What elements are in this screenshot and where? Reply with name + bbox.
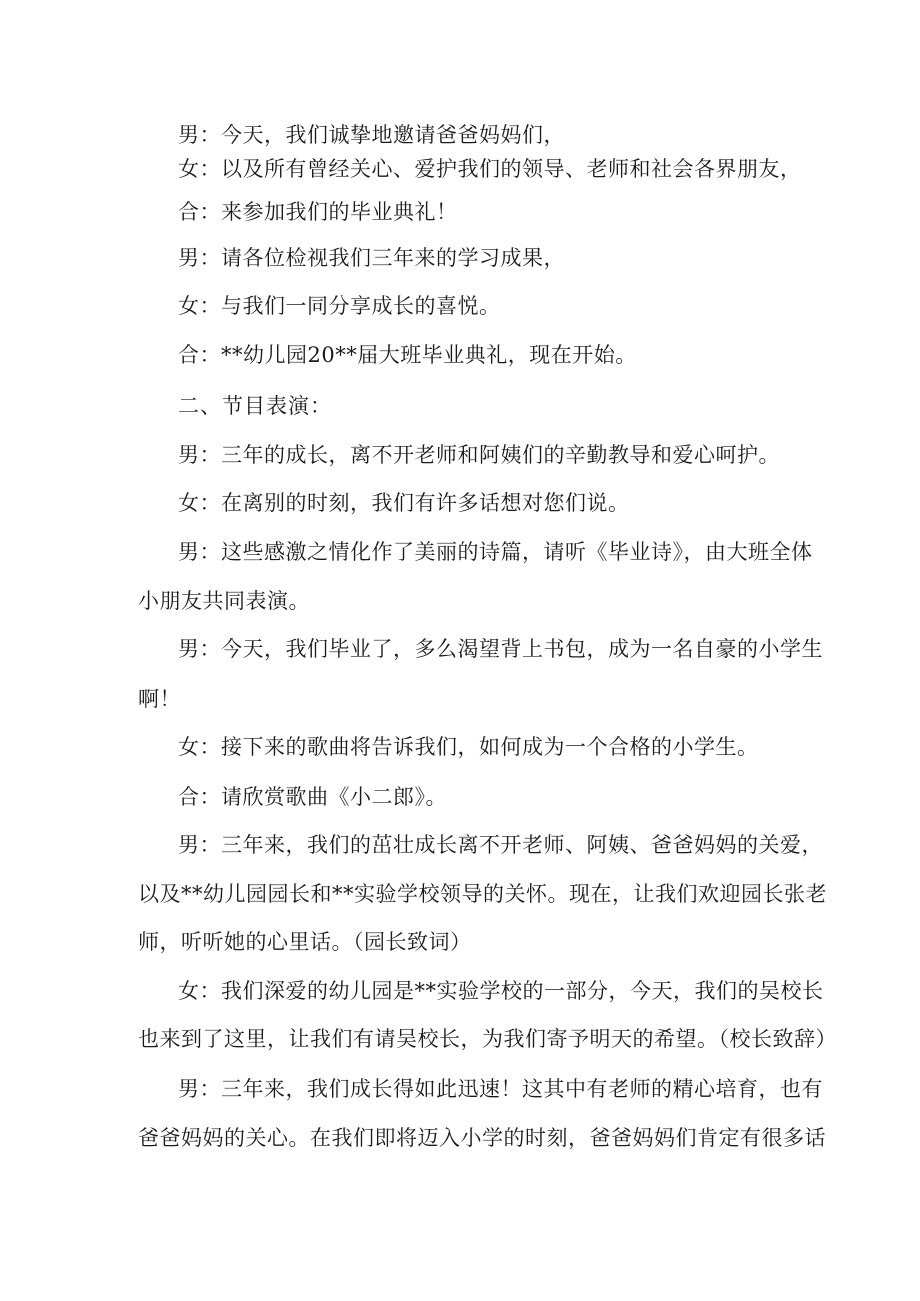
dialogue-line: 合：来参加我们的毕业典礼！ <box>178 200 458 224</box>
dialogue-line: 合：请欣赏歌曲《小二郎》。 <box>178 785 447 809</box>
dialogue-line: 女：以及所有曾经关心、爱护我们的领导、老师和社会各界朋友， <box>178 157 802 181</box>
dialogue-line-continuation: 小朋友共同表演。 <box>138 589 310 613</box>
dialogue-line-continuation: 爸爸妈妈的关心。在我们即将迈入小学的时刻，爸爸妈妈们肯定有很多话 <box>138 1126 826 1150</box>
dialogue-line: 合：**幼儿园20**届大班毕业典礼，现在开始。 <box>178 343 637 367</box>
dialogue-line: 男：请各位检视我们三年来的学习成果， <box>178 246 565 270</box>
dialogue-line-continuation: 也来到了这里，让我们有请吴校长，为我们寄予明天的希望。（校长致辞） <box>138 1027 837 1051</box>
dialogue-line: 女：我们深爱的幼儿园是**实验学校的一部分，今天，我们的吴校长 <box>178 979 824 1003</box>
dialogue-line: 男：今天，我们毕业了，多么渴望背上书包，成为一名自豪的小学生 <box>178 637 823 661</box>
dialogue-line: 男：三年的成长，离不开老师和阿姨们的辛勤教导和爱心呵护。 <box>178 443 780 467</box>
dialogue-line: 男：三年来，我们成长得如此迅速！这其中有老师的精心培育，也有 <box>178 1077 823 1101</box>
dialogue-line: 男：今天，我们诚挚地邀请爸爸妈妈们， <box>178 123 565 147</box>
dialogue-line: 男：这些感激之情化作了美丽的诗篇，请听《毕业诗》，由大班全体 <box>178 540 813 564</box>
dialogue-line-continuation: 以及**幼儿园园长和**实验学校领导的关怀。现在，让我们欢迎园长张老 <box>138 882 827 906</box>
dialogue-line: 男：三年来，我们的茁壮成长离不开老师、阿姨、爸爸妈妈的关爱， <box>178 833 823 857</box>
dialogue-line-continuation: 啊！ <box>138 687 181 711</box>
dialogue-line-continuation: 师，听听她的心里话。（园长致词） <box>138 930 472 954</box>
section-heading: 二、节目表演： <box>178 394 332 418</box>
dialogue-line: 女：接下来的歌曲将告诉我们，如何成为一个合格的小学生。 <box>178 735 759 759</box>
dialogue-line: 女：与我们一同分享成长的喜悦。 <box>178 294 501 318</box>
dialogue-line: 女：在离别的时刻，我们有许多话想对您们说。 <box>178 491 630 515</box>
